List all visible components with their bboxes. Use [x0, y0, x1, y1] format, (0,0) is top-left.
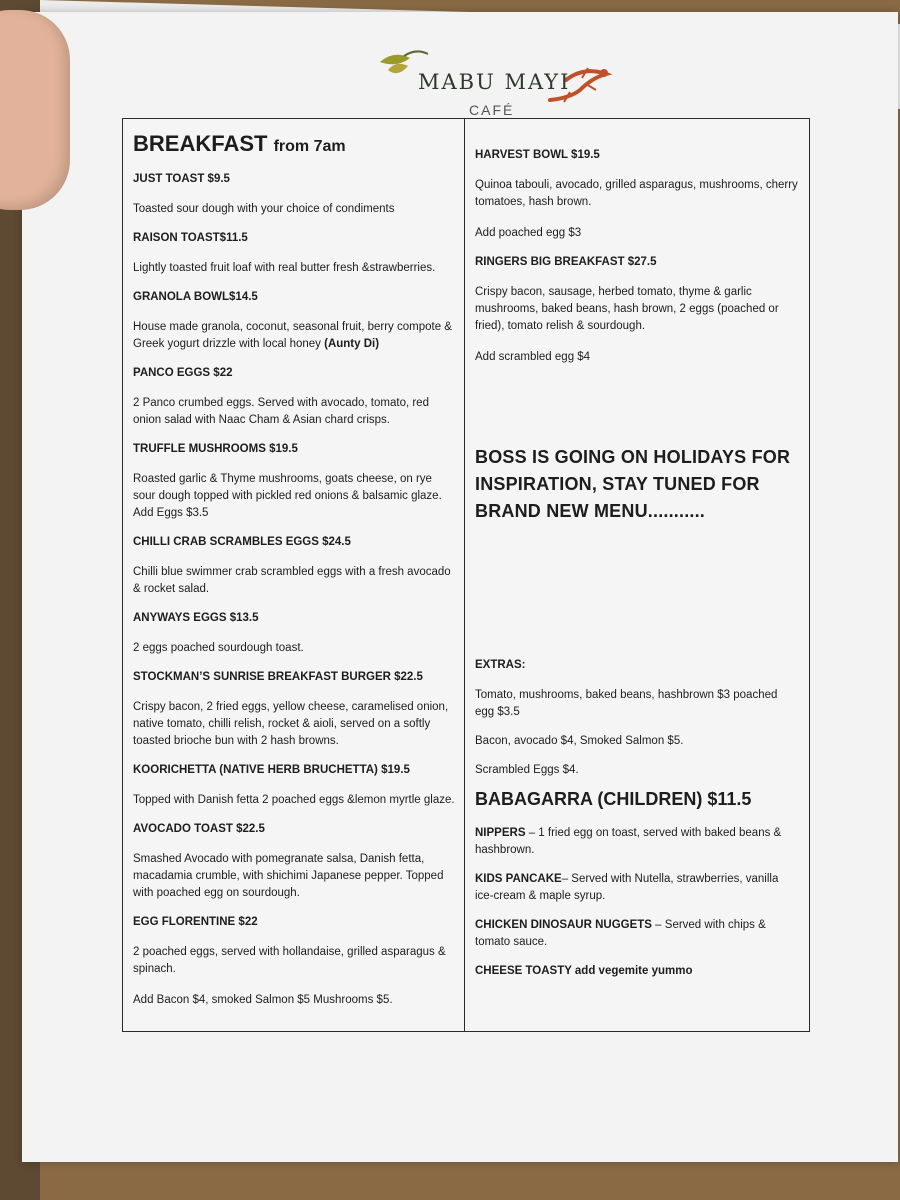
extras-line: Tomato, mushrooms, baked beans, hashbrown $3 poached egg $3.5 — [475, 689, 778, 718]
granola-honey-credit: (Aunty Di) — [324, 338, 380, 350]
ringers-breakfast-desc: Crispy bacon, sausage, herbed tomato, thyme & garlic mushrooms, baked beans, hash brown, 2 eggs (poached or fried), tomato relish & sourdough. — [475, 286, 779, 332]
ringers-breakfast-addon: Add scrambled egg $4 — [475, 351, 591, 363]
breakfast-title: BREAKFAST — [133, 131, 268, 156]
menu-item-title: STOCKMAN’S SUNRISE BREAKFAST BURGER $22.5 — [133, 671, 423, 683]
harvest-bowl-addon: Add poached egg $3 — [475, 227, 582, 239]
kids-item-name: KIDS PANCAKE — [475, 873, 562, 885]
menu-sheet — [22, 12, 898, 1162]
menu-item-desc: 2 poached eggs, served with hollandaise, grilled asparagus & spinach. — [133, 946, 446, 975]
extras-line: Bacon, avocado $4, Smoked Salmon $5. — [475, 735, 684, 747]
kids-item-desc: – Served with chips & tomato sauce. — [475, 919, 766, 948]
menu-item-title: CHILLI CRAB SCRAMBLES EGGS $24.5 — [133, 536, 351, 548]
menu-item-desc: Crispy bacon, 2 fried eggs, yellow cheese, caramelised onion, native tomato, chilli relish, rocket & aioli, served on a softly toasted brioche bun with 2 hash browns. — [133, 701, 449, 747]
cafe-label: CAFÉ — [469, 102, 515, 118]
kids-item-name: CHICKEN DINOSAUR NUGGETS — [475, 919, 652, 931]
menu-item-title: AVOCADO TOAST $22.5 — [133, 823, 265, 835]
menu-item-title: GRANOLA BOWL$14.5 — [133, 291, 258, 303]
right-column — [465, 119, 809, 1031]
breakfast-heading — [133, 131, 456, 157]
kids-item-desc: – Served with Nutella, strawberries, vanilla ice-cream & maple syrup. — [475, 873, 779, 902]
extras-line: Scrambled Eggs $4. — [475, 764, 579, 776]
harvest-bowl-desc: Quinoa tabouli, avocado, grilled asparagus, mushrooms, cherry tomatoes, hash brown. — [475, 179, 798, 208]
menu-item-desc: Lightly toasted fruit loaf with real butter fresh &strawberries. — [133, 262, 436, 274]
holiday-notice: BOSS IS GOING ON HOLIDAYS FOR INSPIRATION, STAY TUNED FOR BRAND NEW MENU........... — [475, 447, 791, 521]
kids-menu-title: BABAGARRA (CHILDREN) $11.5 — [475, 789, 752, 809]
menu-item-desc: 2 Panco crumbed eggs. Served with avocado, tomato, red onion salad with Naac Cham & Asian chard crisps. — [133, 397, 429, 426]
menu-item-title: RAISON TOAST$11.5 — [133, 232, 248, 244]
menu-item-desc: Roasted garlic & Thyme mushrooms, goats cheese, on rye sour dough topped with pickled red onions & balsamic glaze. Add Eggs $3.5 — [133, 473, 442, 519]
kids-item-desc: – 1 fried egg on toast, served with baked beans & hashbrown. — [475, 827, 782, 856]
menu-item-desc: Smashed Avocado with pomegranate salsa, Danish fetta, macadamia crumble, with shichimi Japanese pepper. Topped with poached egg on sourdough. — [133, 853, 444, 899]
menu-item-title: EGG FLORENTINE $22 — [133, 916, 258, 928]
granola-desc-text: House made granola, coconut, seasonal fruit, berry compote & Greek yogurt drizzle with local honey — [133, 321, 452, 350]
breakfast-addons: Add Bacon $4, smoked Salmon $5 Mushrooms $5. — [133, 994, 393, 1006]
harvest-bowl-title: HARVEST BOWL $19.5 — [475, 149, 600, 161]
kids-item — [475, 917, 799, 951]
kids-item-name: CHEESE TOASTY add vegemite yummo — [475, 965, 693, 977]
extras-heading: EXTRAS: — [475, 659, 526, 671]
menu-item-title: TRUFFLE MUSHROOMS $19.5 — [133, 443, 298, 455]
menu-frame — [122, 118, 810, 1032]
thumb — [0, 10, 70, 210]
menu-item-title: ANYWAYS EGGS $13.5 — [133, 612, 259, 624]
breakfast-hours: from 7am — [273, 138, 346, 155]
menu-item-title: JUST TOAST $9.5 — [133, 173, 230, 185]
menu-item-desc — [133, 319, 456, 353]
kids-item-name: NIPPERS — [475, 827, 526, 839]
menu-item-desc: Toasted sour dough with your choice of condiments — [133, 203, 395, 215]
cafe-name: MABU MAYI — [418, 70, 571, 94]
menu-item-title: PANCO EGGS $22 — [133, 367, 233, 379]
cafe-logo — [374, 48, 614, 122]
menu-item-desc: 2 eggs poached sourdough toast. — [133, 642, 304, 654]
menu-item-title: KOORICHETTA (NATIVE HERB BRUCHETTA) $19.5 — [133, 764, 410, 776]
kids-item — [475, 963, 799, 980]
breakfast-column — [123, 119, 465, 1031]
menu-item-desc: Topped with Danish fetta 2 poached eggs &lemon myrtle glaze. — [133, 794, 455, 806]
menu-item-desc: Chilli blue swimmer crab scrambled eggs with a fresh avocado & rocket salad. — [133, 566, 451, 595]
ringers-breakfast-title: RINGERS BIG BREAKFAST $27.5 — [475, 256, 657, 268]
kids-item — [475, 871, 799, 905]
kids-item — [475, 825, 799, 859]
